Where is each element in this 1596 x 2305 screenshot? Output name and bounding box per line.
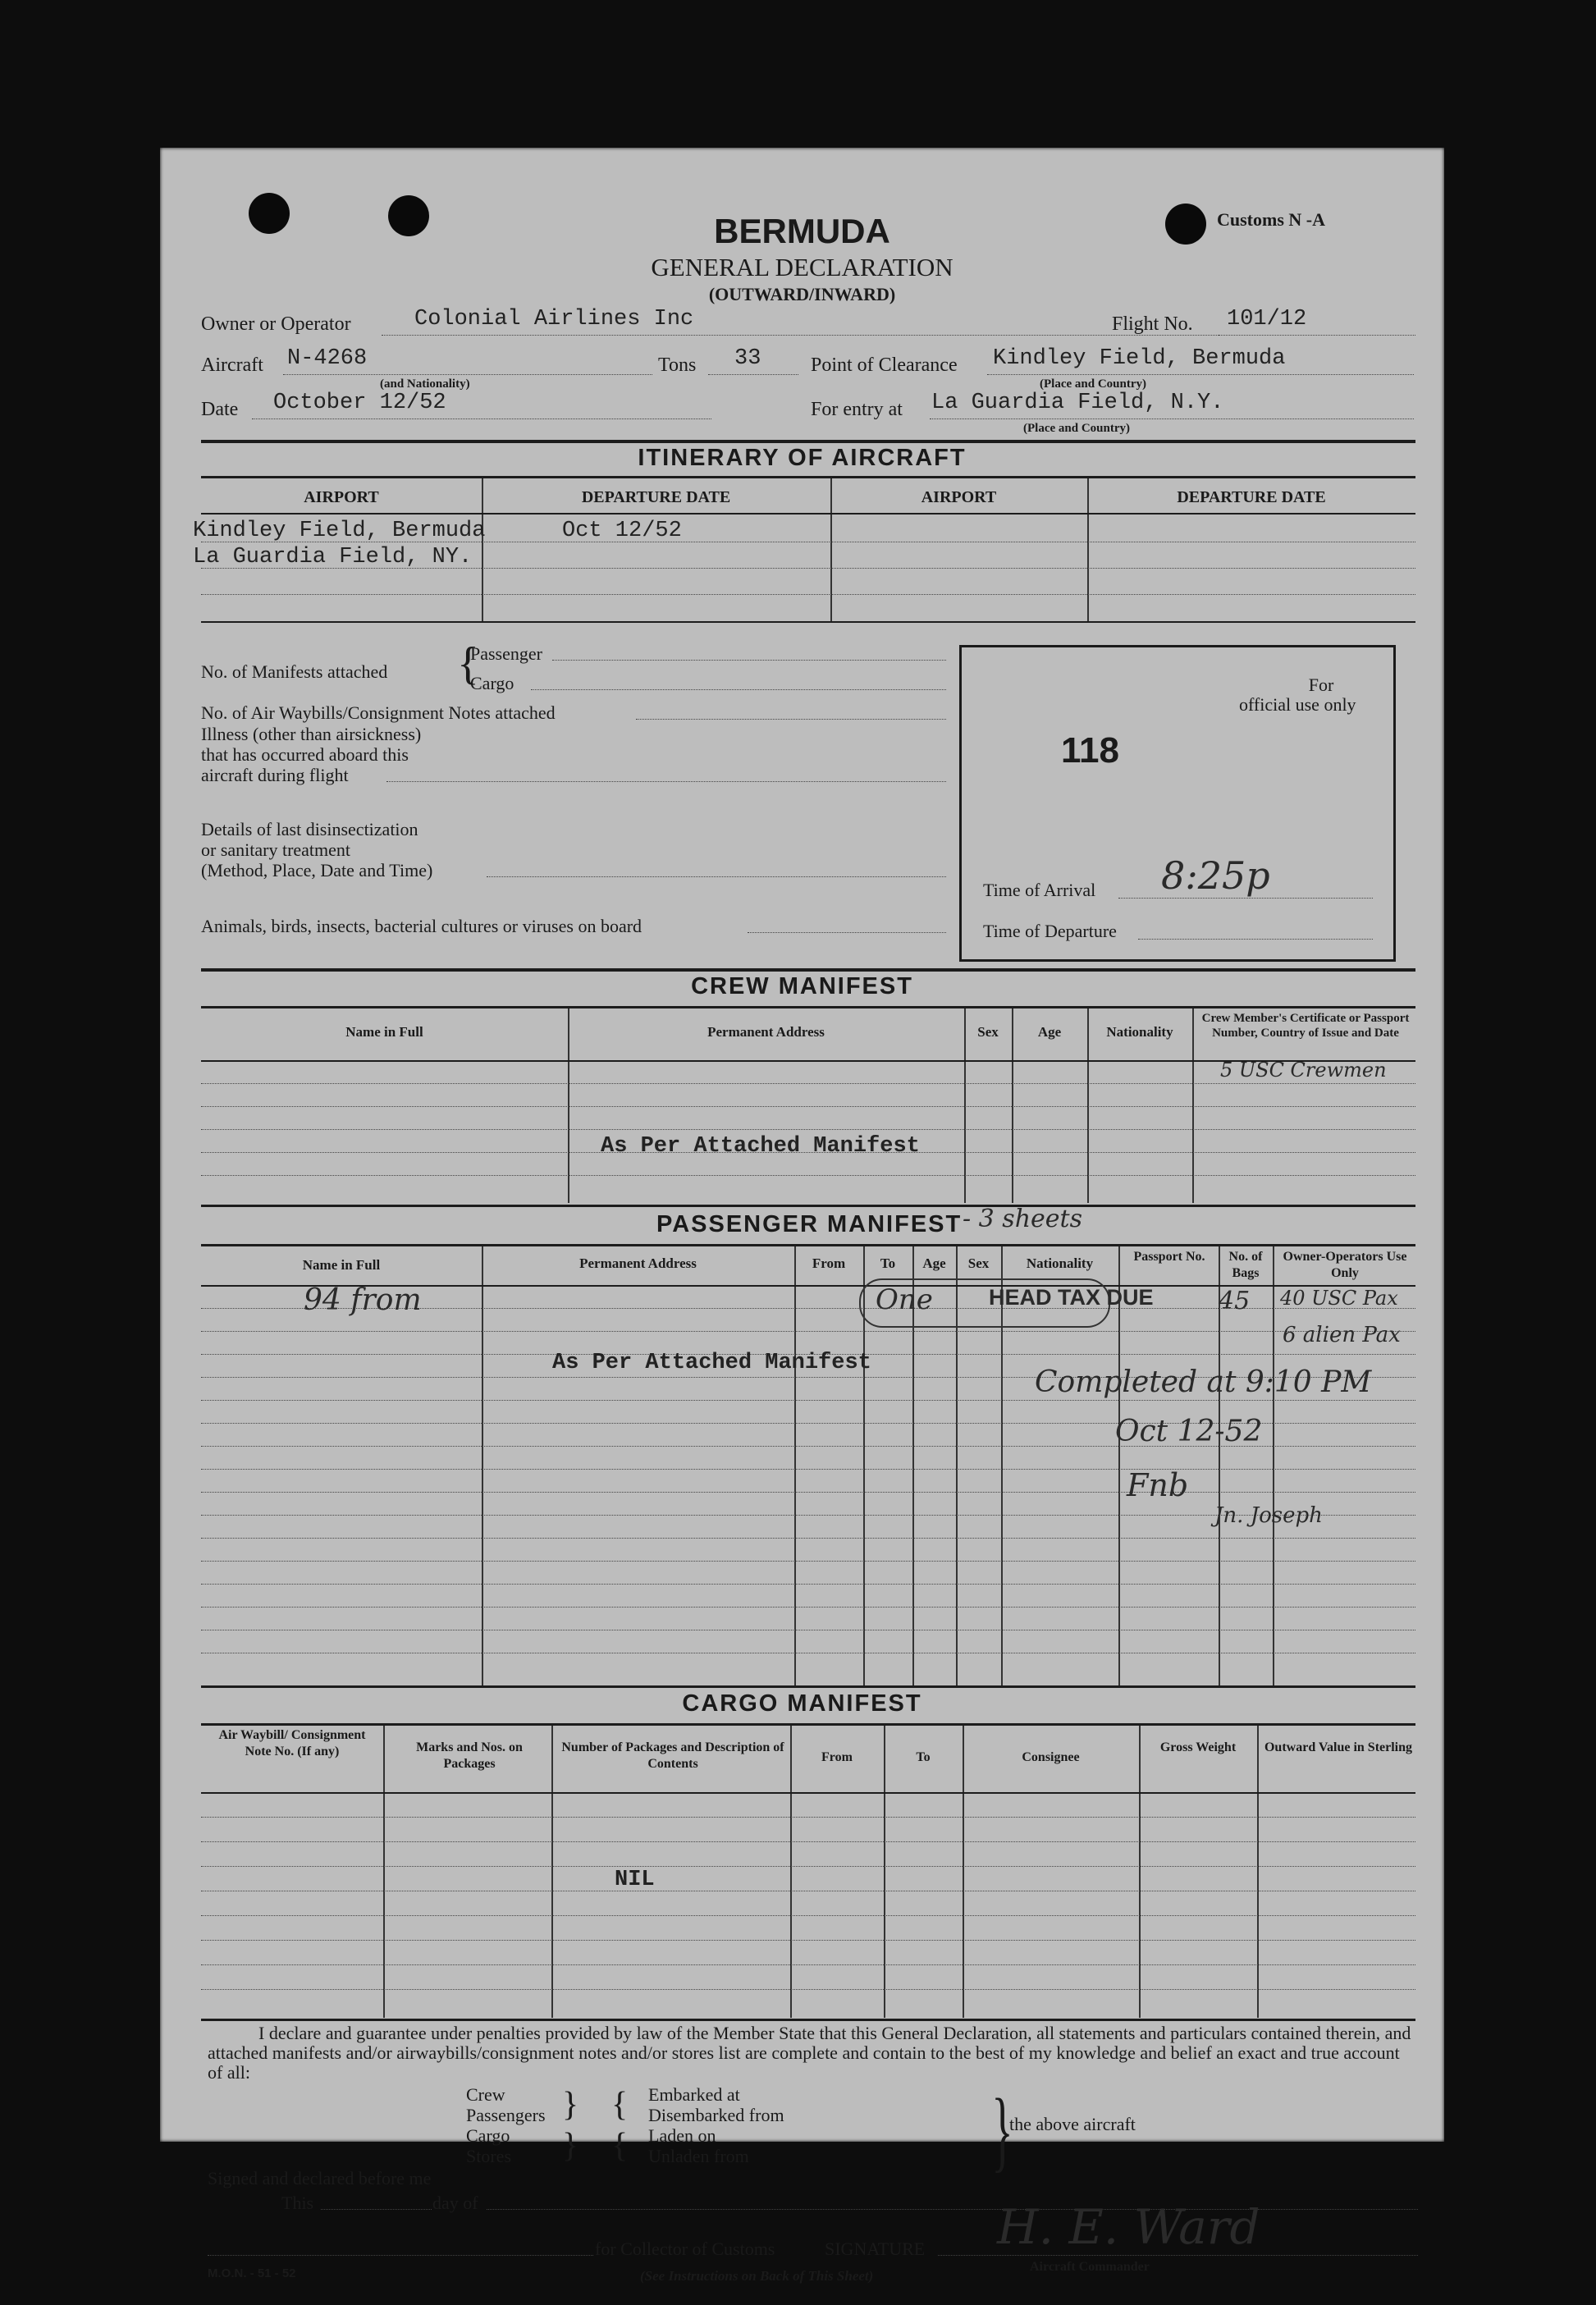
itinerary-title: ITINERARY OF AIRCRAFT <box>638 445 967 471</box>
row-line <box>201 1841 1415 1842</box>
itinerary-departure-1: Oct 12/52 <box>562 519 682 543</box>
divider <box>201 2019 1415 2021</box>
brace: { <box>457 638 479 689</box>
divider <box>201 621 1415 623</box>
row-line <box>201 1964 1415 1965</box>
crew-note: 5 USC Crewmen <box>1220 1059 1387 1082</box>
row-line <box>201 1940 1415 1941</box>
row-line <box>201 1083 1415 1084</box>
aircraft-label: Aircraft <box>201 354 263 376</box>
date-label: Date <box>201 399 239 420</box>
form-code: M.O.N. - 51 - 52 <box>208 2266 296 2280</box>
passenger-col-address: Permanent Address <box>579 1255 697 1271</box>
passenger-col-name: Name in Full <box>302 1257 381 1273</box>
illness-label-1: Illness (other than airsickness) <box>201 724 422 744</box>
itinerary-col-airport: AIRPORT <box>304 488 379 506</box>
tons-value: 33 <box>734 346 761 371</box>
collector-label: for Collector of Customs <box>595 2239 775 2259</box>
signature-line <box>938 2255 1418 2256</box>
decl-laden: Laden on <box>648 2125 716 2146</box>
departure-time-label: Time of Departure <box>983 921 1117 941</box>
cargo-col-weight: Gross Weight <box>1159 1740 1237 1754</box>
decl-unladen: Unladen from <box>648 2146 749 2166</box>
aircraft-line <box>283 374 652 375</box>
illness-line <box>386 781 946 782</box>
crew-title: CREW MANIFEST <box>691 973 913 999</box>
animals-line <box>748 932 946 933</box>
stamp-text: HEAD TAX DUE <box>989 1285 1154 1310</box>
cargo-col-marks: Marks and Nos. on Packages <box>416 1740 523 1771</box>
itinerary-airport-1: Kindley Field, Bermuda <box>193 519 486 543</box>
cargo-col-from: From <box>821 1750 853 1764</box>
crew-col-sex: Sex <box>977 1024 999 1040</box>
divider <box>201 1006 1415 1008</box>
passenger-col-age: Age <box>922 1255 946 1271</box>
form-title: BERMUDA <box>714 212 890 250</box>
passenger-handwritten-name: 94 from <box>304 1283 422 1317</box>
entry-sub: (Place and Country) <box>1023 422 1130 435</box>
passenger-label: Passenger <box>470 643 542 664</box>
divider <box>201 1685 1415 1688</box>
cargo-col-to: To <box>916 1750 931 1764</box>
row-line <box>201 1331 1415 1332</box>
row-line <box>201 1584 1415 1585</box>
commander-signature: H. E. Ward <box>997 2199 1260 2255</box>
row-line <box>201 1492 1415 1493</box>
divider <box>201 513 1415 515</box>
collector-line <box>208 2255 593 2256</box>
official-label-1: For <box>1308 675 1334 695</box>
cargo-line <box>531 689 946 690</box>
initials-1: Fnb <box>1127 1467 1189 1503</box>
divider <box>201 968 1415 972</box>
declaration-text: I declare and guarantee under penalties provided by law of the Member State that this General Declaration, all statements and particulars contained therein, and attached manifests and/or airwaybills/consignment notes and/or stores list are complete and contain to the best of my knowledge and belief an exact and true account of all: <box>208 2023 1411 2083</box>
passenger-col-sex: Sex <box>967 1255 990 1271</box>
passenger-col-from: From <box>812 1255 846 1271</box>
row-line <box>201 1175 1415 1176</box>
grid-line <box>884 1726 885 2018</box>
aircraft-value: N-4268 <box>287 346 368 371</box>
divider <box>201 440 1415 443</box>
entry-line <box>930 418 1414 419</box>
decl-passengers: Passengers <box>466 2105 546 2125</box>
form-subtitle: GENERAL DECLARATION <box>651 253 953 281</box>
arrival-value: 8:25p <box>1161 853 1270 898</box>
flight-line <box>1219 335 1415 336</box>
this-line <box>321 2209 432 2210</box>
brace: { <box>611 2086 629 2124</box>
declaration-form <box>160 148 1444 2284</box>
row-line <box>201 1817 1415 1818</box>
form-direction: (OUTWARD/INWARD) <box>708 284 896 304</box>
divider <box>201 1244 1415 1246</box>
owner-label: Owner or Operator <box>201 313 351 335</box>
passenger-line <box>552 660 946 661</box>
entry-value: La Guardia Field, N.Y. <box>931 391 1224 415</box>
this-label: This <box>281 2193 314 2213</box>
passenger-bags: 45 <box>1219 1287 1251 1315</box>
cargo-col-packages: Number of Packages and Description of Contents <box>561 1740 784 1771</box>
row-line <box>201 1866 1415 1867</box>
grid-line <box>1139 1726 1141 2018</box>
row-line <box>201 594 1415 595</box>
grid-line <box>963 1726 964 2018</box>
passenger-title-note: - 3 sheets <box>963 1205 1082 1233</box>
stamp-one: One <box>876 1283 933 1316</box>
brace: } <box>991 2080 1013 2180</box>
itinerary-col-departure-2: DEPARTURE DATE <box>1177 488 1326 506</box>
disinsect-label-3: (Method, Place, Date and Time) <box>201 860 433 880</box>
decl-disembarked: Disembarked from <box>648 2105 784 2125</box>
cargo-col-waybill: Air Waybill/ Consignment Note No. (If any) <box>218 1728 366 1758</box>
brace: } <box>562 2086 579 2124</box>
commander-label: Aircraft Commander <box>1030 2260 1150 2274</box>
entry-label: For entry at <box>811 399 903 420</box>
illness-label-2: that has occurred aboard this <box>201 744 409 765</box>
tons-label: Tons <box>658 354 697 376</box>
crew-col-age: Age <box>1037 1024 1062 1040</box>
passenger-col-nationality: Nationality <box>1026 1255 1094 1271</box>
completed-1: Completed at 9:10 PM <box>1035 1365 1372 1399</box>
clearance-label: Point of Clearance <box>811 354 958 376</box>
decl-above-aircraft: the above aircraft <box>1009 2114 1136 2134</box>
decl-crew: Crew <box>466 2084 505 2105</box>
row-line <box>201 1129 1415 1130</box>
instructions-note: (See Instructions on Back of This Sheet) <box>640 2268 874 2284</box>
disinsect-line <box>487 876 946 877</box>
aircraft-sub: (and Nationality) <box>380 377 470 391</box>
itinerary-airport-2: La Guardia Field, NY. <box>193 545 473 569</box>
brace: { <box>611 2127 629 2165</box>
brace: } <box>562 2127 579 2165</box>
owner-line <box>382 335 1227 336</box>
grid-line <box>794 1246 796 1685</box>
row-line <box>201 1561 1415 1562</box>
cargo-label: Cargo <box>470 673 514 693</box>
clearance-line <box>987 374 1414 375</box>
date-line <box>252 418 711 419</box>
decl-stores: Stores <box>466 2146 511 2166</box>
grid-line <box>1257 1726 1259 2018</box>
row-line <box>201 1469 1415 1470</box>
row-line <box>201 1607 1415 1608</box>
cargo-col-value: Outward Value in Sterling <box>1264 1740 1413 1754</box>
manifests-label: No. of Manifests attached <box>201 661 388 682</box>
clearance-sub: (Place and Country) <box>1040 377 1146 391</box>
crew-col-nationality: Nationality <box>1106 1024 1173 1040</box>
signature-label: SIGNATURE <box>825 2239 926 2259</box>
arrival-line <box>1118 898 1373 899</box>
passenger-col-bags: No. of Bags <box>1228 1250 1263 1280</box>
departure-time-line <box>1138 939 1373 940</box>
customs-number: Customs N -A <box>1217 209 1325 230</box>
itinerary-col-departure: DEPARTURE DATE <box>581 488 731 506</box>
row-line <box>201 1538 1415 1539</box>
official-label-2: official use only <box>1239 694 1356 715</box>
passenger-attached: As Per Attached Manifest <box>552 1351 871 1375</box>
passenger-col-passport: Passport No. <box>1133 1250 1205 1264</box>
crew-col-address: Permanent Address <box>707 1024 825 1040</box>
cargo-title: CARGO MANIFEST <box>682 1690 922 1717</box>
arrival-label: Time of Arrival <box>983 880 1096 900</box>
row-line <box>201 1106 1415 1107</box>
waybills-label: No. of Air Waybills/Consignment Notes attached <box>201 702 556 723</box>
official-number: 118 <box>1061 730 1119 771</box>
crew-col-certificate: Crew Member's Certificate or Passport Number, Country of Issue and Date <box>1201 1012 1410 1040</box>
divider <box>201 1205 1415 1207</box>
cargo-value: NIL <box>615 1868 655 1892</box>
completed-2: Oct 12-52 <box>1115 1415 1263 1448</box>
grid-line <box>551 1726 553 2018</box>
decl-embarked: Embarked at <box>648 2084 740 2105</box>
initials-2: Jn. Joseph <box>1214 1503 1323 1528</box>
animals-label: Animals, birds, insects, bacterial cultures or viruses on board <box>201 916 643 936</box>
passenger-col-to: To <box>880 1255 896 1271</box>
day-label: day of <box>432 2193 478 2213</box>
row-line <box>201 1915 1415 1916</box>
decl-cargo: Cargo <box>466 2125 510 2146</box>
divider <box>201 1792 1415 1794</box>
row-line <box>201 1989 1415 1990</box>
grid-line <box>790 1726 792 2018</box>
itinerary-col-airport-2: AIRPORT <box>921 488 997 506</box>
use-only-1: 40 USC Pax <box>1280 1287 1398 1310</box>
grid-line <box>482 1246 483 1685</box>
crew-col-name: Name in Full <box>345 1024 423 1040</box>
disinsect-label-1: Details of last disinsectization <box>201 819 418 839</box>
signed-label: Signed and declared before me <box>208 2168 432 2188</box>
waybills-line <box>636 719 946 720</box>
grid-line <box>383 1726 385 2018</box>
grid-line <box>1273 1246 1274 1685</box>
disinsect-label-2: or sanitary treatment <box>201 839 351 860</box>
flight-value: 101/12 <box>1227 307 1307 332</box>
tons-line <box>708 374 798 375</box>
divider <box>201 476 1415 478</box>
cargo-col-consignee: Consignee <box>1022 1750 1080 1764</box>
passenger-title: PASSENGER MANIFEST <box>656 1211 963 1237</box>
use-only-2: 6 alien Pax <box>1283 1323 1401 1347</box>
passenger-col-use-only: Owner-Operators Use Only <box>1283 1250 1407 1280</box>
grid-line <box>1118 1246 1120 1685</box>
illness-label-3: aircraft during flight <box>201 765 349 785</box>
day-line <box>487 2209 1418 2210</box>
row-line <box>201 1400 1415 1401</box>
flight-label: Flight No. <box>1112 313 1193 335</box>
date-value: October 12/52 <box>273 391 446 415</box>
owner-value: Colonial Airlines Inc <box>414 307 694 332</box>
clearance-value: Kindley Field, Bermuda <box>993 346 1286 371</box>
crew-attached: As Per Attached Manifest <box>601 1134 920 1159</box>
